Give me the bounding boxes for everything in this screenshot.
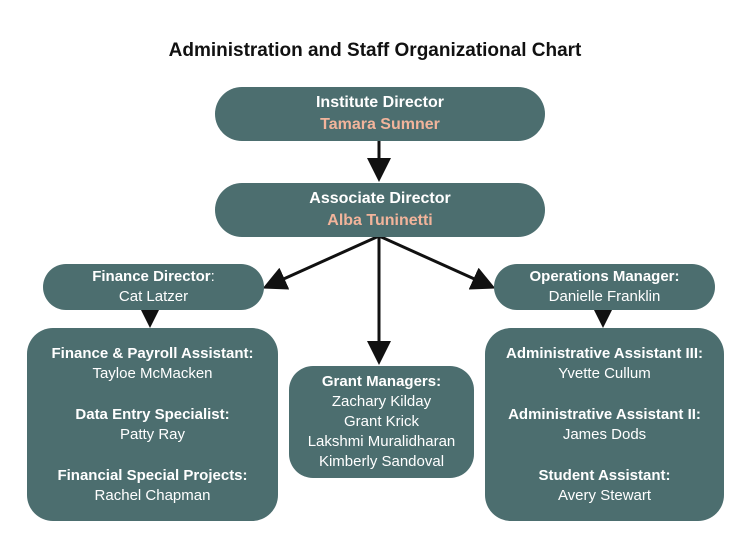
operations-manager-role: Operations Manager: (529, 268, 680, 285)
finance-director-name: Cat Latzer (118, 288, 189, 305)
grant-manager-name: Grant Krick (343, 413, 419, 430)
associate-director-box (215, 183, 545, 237)
operations-manager-box (494, 264, 715, 310)
chart-title: Administration and Staff Organizational Chart (168, 40, 582, 61)
grant-manager-name: Kimberly Sandoval (318, 453, 445, 470)
institute-director-name: Tamara Sumner (320, 116, 440, 133)
operations-team-role-2: Administrative Assistant II: (508, 405, 701, 423)
operations-team-box (485, 328, 724, 521)
grant-manager-name: Zachary Kilday (331, 393, 432, 410)
grant-managers-box (289, 366, 474, 478)
operations-team-name-2: James Dods (562, 425, 647, 443)
operations-team-role-3: Student Assistant: (538, 466, 671, 484)
grant-managers-role: Grant Managers: (321, 373, 442, 390)
finance-team-role-2: Data Entry Specialist: (75, 405, 230, 423)
operations-team-role-1: Administrative Assistant III: (506, 344, 703, 362)
associate-director-name: Alba Tuninetti (327, 212, 433, 229)
institute-director-box (215, 87, 545, 141)
finance-team-role-3: Financial Special Projects: (57, 466, 248, 484)
operations-team-name-3: Avery Stewart (557, 486, 652, 504)
finance-director-box (43, 264, 264, 310)
associate-director-role: Associate Director (309, 190, 451, 207)
arrow-associate-to-finance-director (268, 236, 379, 286)
institute-director-role: Institute Director (315, 94, 444, 111)
finance-team-name-2: Patty Ray (119, 425, 186, 443)
finance-director-role: Finance Director: (92, 268, 215, 285)
finance-team-role-1: Finance & Payroll Assistant: (51, 344, 254, 362)
arrow-associate-to-operations-manager (379, 236, 490, 286)
grant-manager-name: Lakshmi Muralidharan (307, 433, 456, 450)
operations-manager-name: Danielle Franklin (548, 288, 661, 305)
finance-team-name-1: Tayloe McMacken (92, 364, 213, 382)
finance-team-box (27, 328, 278, 521)
operations-team-name-1: Yvette Cullum (558, 364, 651, 382)
finance-team-name-3: Rachel Chapman (94, 486, 211, 504)
